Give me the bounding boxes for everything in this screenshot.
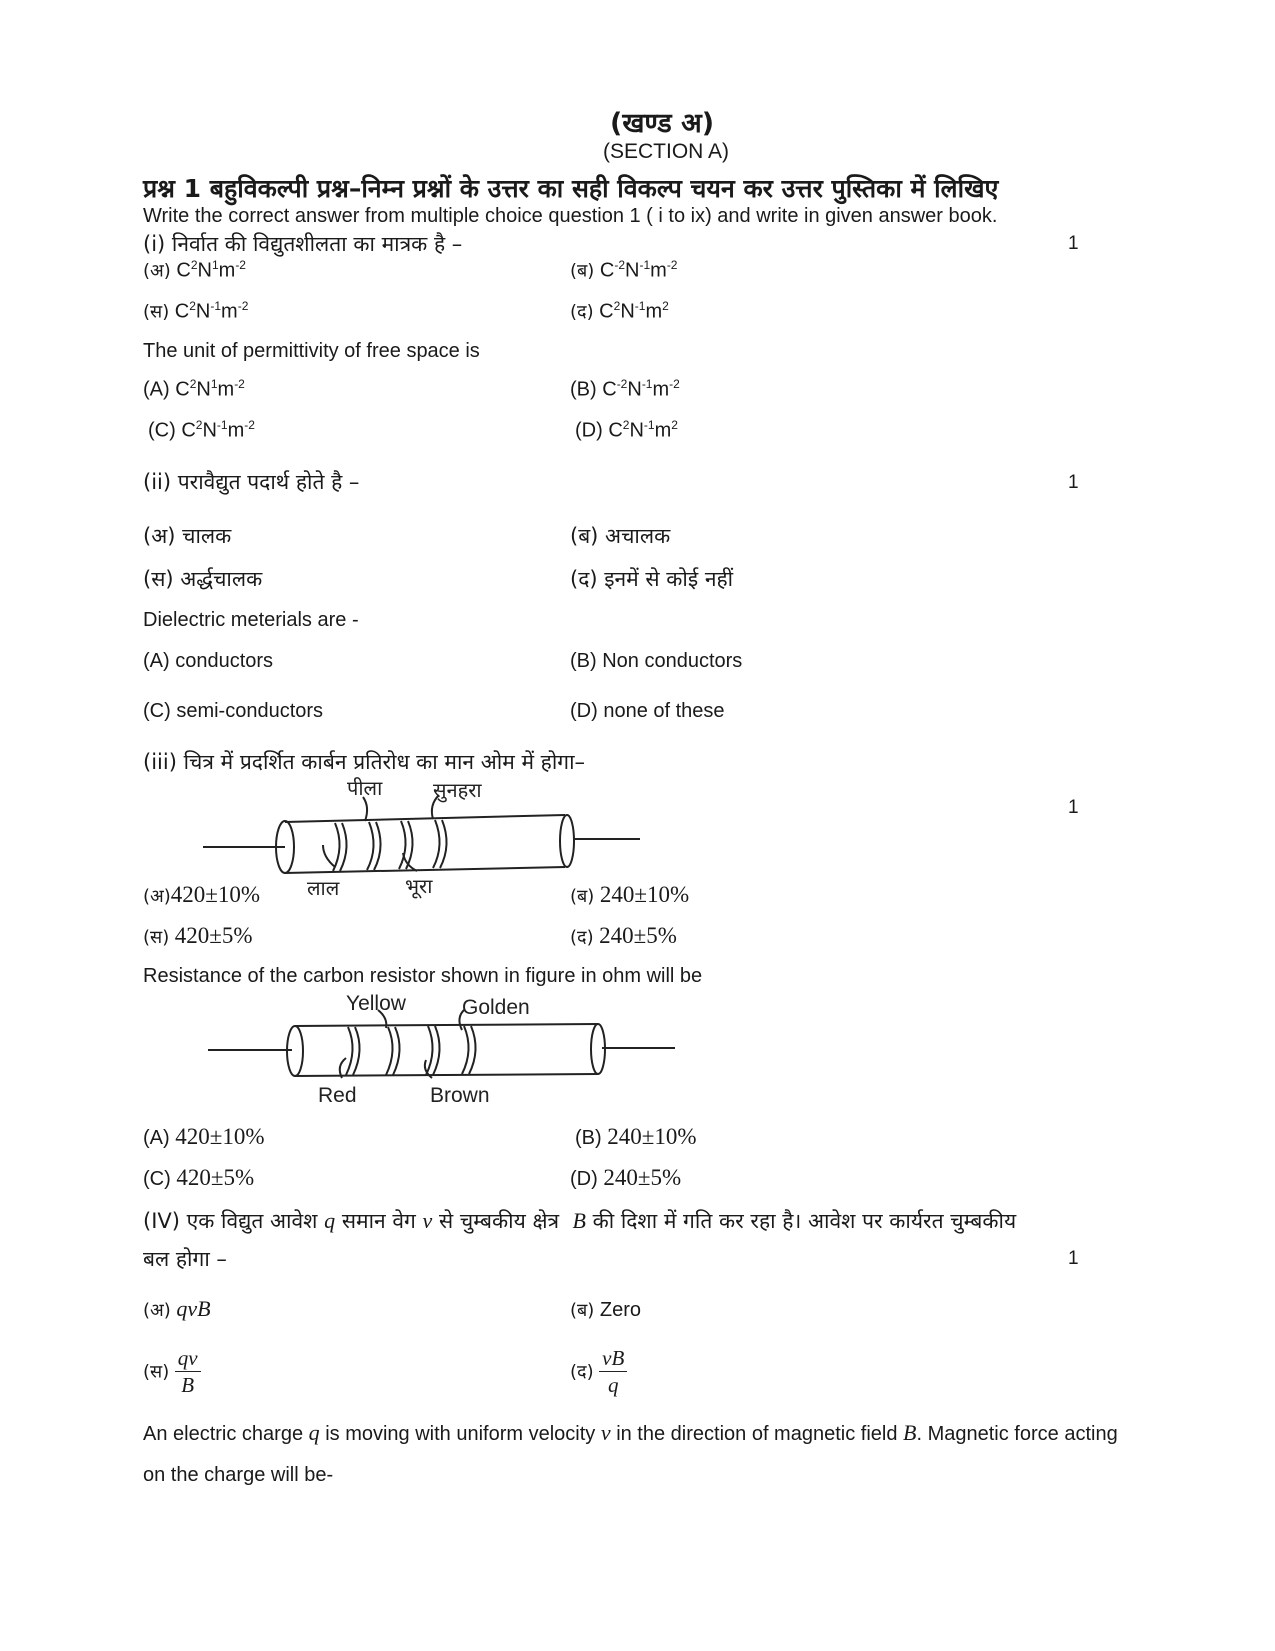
qii-english-option-b: (B) Non conductors [570,650,743,672]
qi-hindi-option-a: (अ) $C^2N^1m^{-2}$ [143,258,246,282]
question-1-instruction: Write the correct answer from multiple choice question 1 ( i to ix) and write in given answer book. [143,205,998,227]
qiii-english-option-c: (C) 420±5% [143,1165,255,1190]
qiv-option-a: (अ) qvB [143,1296,211,1321]
qiv-option-d: (द) $\frac{vB}{q}$ [570,1345,627,1398]
question-iii-hindi: (iii) चित्र में प्रदर्शित कार्बन प्रतिरोध का मान ओम में होगा– [143,750,586,774]
qi-english-option-b: (B) $C^{-2}N^{-1}m^{-2}$ [570,377,680,401]
qii-hindi-option-b: (ब) अचालक [570,524,671,548]
question-iv-marks: 1 [1068,1248,1079,1269]
fig1-label-top-left: पीला [347,778,383,800]
qiii-english-option-a: (A) 420±10% [143,1124,265,1149]
qi-hindi-option-c: (स) $C^2N^{-1}m^{-2}$ [143,299,249,323]
qiv-option-b: (ब) Zero [570,1299,642,1321]
fig2-label-top-left: Yellow [346,992,406,1015]
qiii-english-option-b: (B) 240±10% [575,1124,697,1149]
fig1-label-bottom-left: लाल [307,878,340,900]
question-ii-marks: 1 [1068,472,1079,493]
qii-english-option-a: (A) conductors [143,650,274,672]
qii-english-option-c: (C) semi-conductors [143,700,324,722]
question-iv-hindi-line2: बल होगा – [143,1247,227,1271]
resistor-figure-english [200,990,685,1110]
section-title-english: (SECTION A) [603,140,730,163]
question-i-english: The unit of permittivity of free space is [143,340,480,362]
section-title-hindi: (खण्ड अ) [610,108,715,139]
fig2-label-bottom-right: Brown [430,1084,490,1107]
qiii-hindi-option-d: (द) 240±5% [570,923,677,948]
qi-english-option-a: (A) $C^2N^1m^{-2}$ [143,377,245,401]
question-i-marks: 1 [1068,233,1079,254]
question-i-hindi: (i) निर्वात की विद्युतशीलता का मात्रक है – [143,232,463,256]
qi-hindi-option-b: (ब) $C^{-2}N^{-1}m^{-2}$ [570,258,678,282]
qii-english-option-d: (D) none of these [570,700,725,722]
qii-hindi-option-c: (स) अर्द्धचालक [143,567,263,591]
qiii-english-option-d: (D) 240±5% [570,1165,682,1190]
fraction-qv-over-B: $\frac{qv}{B}$ [175,1345,201,1398]
question-ii-hindi: (ii) परावैद्युत पदार्थ होते है – [143,470,360,494]
question-iv-english: An electric charge q is moving with uniform velocity v in the direction of magnetic field B. Magnetic force acting [143,1420,1118,1445]
qi-hindi-option-d: (द) $C^2N^{-1}m^2$ [570,299,669,323]
question-iii-marks: 1 [1068,797,1079,818]
question-1-heading: प्रश्न 1 बहुविकल्पी प्रश्न–निम्न प्रश्नों के उत्तर का सही विकल्प चयन कर उत्तर पुस्तिका में लिखिए [143,174,999,203]
qiv-option-c: (स) $\frac{qv}{B}$ [143,1345,201,1398]
fig1-label-bottom-right: भूरा [405,876,433,898]
fig1-label-top-right: सुनहरा [433,780,482,802]
question-ii-english: Dielectric meterials are - [143,609,359,631]
qii-hindi-option-d: (द) इनमें से कोई नहीं [570,567,734,591]
fraction-vB-over-q: $\frac{vB}{q}$ [599,1345,627,1398]
question-iv-hindi: (IV) एक विद्युत आवेश q समान वेग v से चुम्बकीय क्षेत्र B की दिशा में गति कर रहा है। आवेश पर कार्यरत चुम्बकीय [143,1208,1017,1233]
fig2-label-bottom-left: Red [318,1084,357,1107]
qii-hindi-option-a: (अ) चालक [143,524,232,548]
qi-english-option-d: (D) $C^2N^{-1}m^2$ [575,418,678,442]
qiii-hindi-option-b: (ब) 240±10% [570,882,690,907]
qiii-hindi-option-c: (स) 420±5% [143,923,253,948]
qi-english-option-c: (C) $C^2N^{-1}m^{-2}$ [148,418,255,442]
qiii-hindi-option-a: (अ)420±10% [143,882,261,907]
question-iv-english-line2: on the charge will be- [143,1464,334,1486]
question-iii-english: Resistance of the carbon resistor shown in figure in ohm will be [143,965,703,987]
fig2-label-top-right: Golden [462,996,530,1019]
